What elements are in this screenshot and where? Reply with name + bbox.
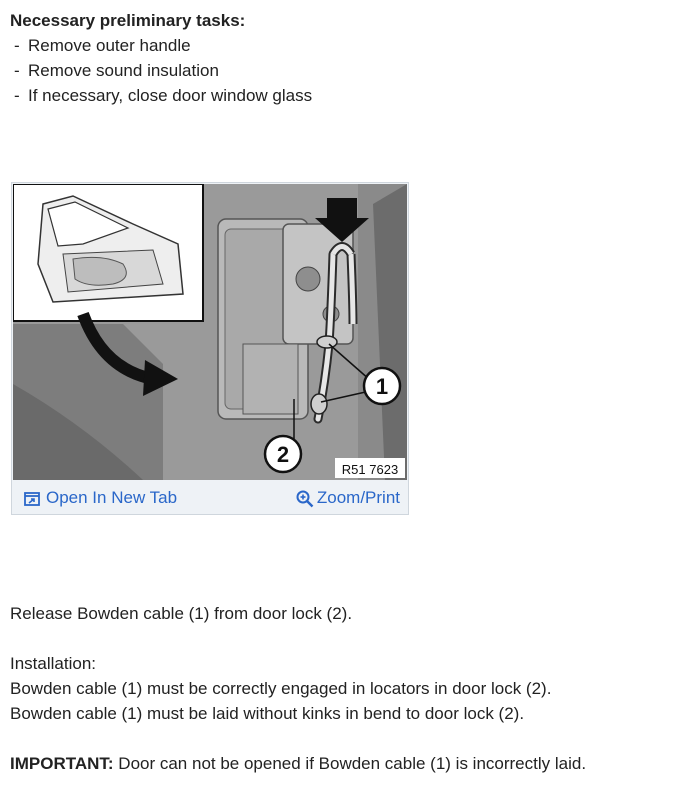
installation-step-2: Bowden cable (1) must be laid without kinks in bend to door lock (2). [10, 704, 525, 723]
figure-toolbar [12, 481, 408, 515]
open-in-new-tab-link[interactable] [24, 481, 177, 515]
important-text: Door can not be opened if Bowden cable (1) is incorrectly laid. [113, 754, 587, 773]
installation-heading: Installation: [10, 654, 96, 673]
zoom-print-label: Zoom/Print [316, 488, 400, 507]
magnifier-icon [296, 490, 314, 508]
door-lock-diagram[interactable] [13, 184, 407, 480]
preliminary-tasks-heading: Necessary preliminary tasks: [10, 11, 246, 30]
task-item: - If necessary, close door window glass [14, 83, 312, 108]
important-note [10, 751, 586, 776]
installation-step-1: Bowden cable (1) must be correctly engaged in locators in door lock (2). [10, 679, 552, 698]
callout-2: 2 [276, 442, 290, 467]
diagram-figure [11, 182, 409, 515]
callout-1: 1 [375, 374, 389, 399]
open-in-new-tab-label: Open In New Tab [46, 488, 178, 507]
release-instruction: Release Bowden cable (1) from door lock (2). [10, 604, 353, 623]
task-item: - Remove outer handle [14, 33, 312, 58]
preliminary-tasks-list [14, 33, 312, 108]
task-item: - Remove sound insulation [14, 58, 312, 83]
figure-code: R51 7623 [341, 462, 399, 477]
important-label: IMPORTANT: [10, 754, 114, 773]
zoom-print-link[interactable] [296, 481, 400, 515]
open-new-tab-icon [24, 492, 40, 506]
